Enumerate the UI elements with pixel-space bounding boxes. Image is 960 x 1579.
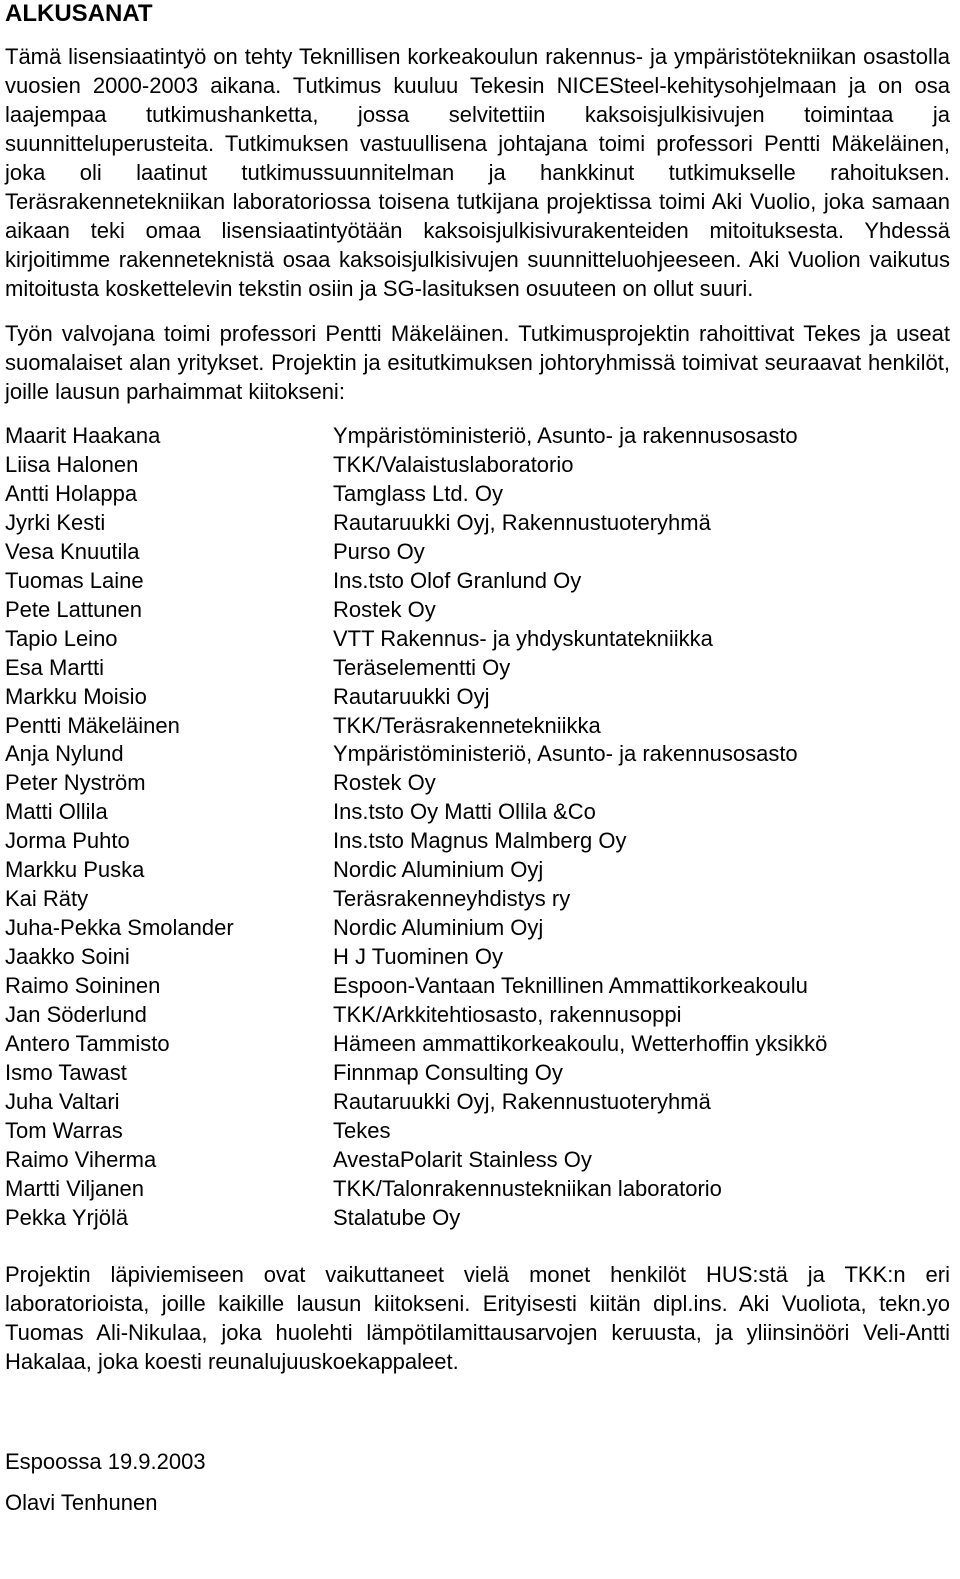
member-name: Martti Viljanen bbox=[5, 1175, 144, 1201]
list-item bbox=[5, 769, 950, 798]
list-item bbox=[5, 1088, 950, 1117]
member-name: Tuomas Laine bbox=[5, 567, 144, 593]
member-name: Jaakko Soini bbox=[5, 944, 130, 970]
member-organization: Ins.tsto Olof Granlund Oy bbox=[333, 567, 582, 593]
place-date: Espoossa 19.9.2003 bbox=[5, 1448, 206, 1474]
member-name: Pekka Yrjölä bbox=[5, 1204, 129, 1230]
list-item bbox=[5, 567, 950, 596]
member-name: Jyrki Kesti bbox=[5, 509, 106, 535]
member-name: Maarit Haakana bbox=[5, 423, 161, 448]
member-name: Antti Holappa bbox=[5, 480, 138, 506]
list-item bbox=[5, 943, 950, 972]
member-organization: Tekes bbox=[333, 1117, 391, 1143]
member-name: Tapio Leino bbox=[5, 625, 118, 651]
member-organization: Rautaruukki Oyj, Rakennustuoteryhmä bbox=[333, 1088, 711, 1114]
member-organization: AvestaPolarit Stainless Oy bbox=[333, 1146, 592, 1172]
list-item bbox=[5, 885, 950, 914]
member-organization: Ins.tsto Oy Matti Ollila &Co bbox=[333, 799, 596, 825]
list-item bbox=[5, 740, 950, 769]
list-item bbox=[5, 683, 950, 712]
member-name: Raimo Viherma bbox=[5, 1146, 157, 1172]
member-name: Pentti Mäkeläinen bbox=[5, 712, 180, 738]
member-name: Pete Lattunen bbox=[5, 596, 143, 622]
member-name: Kai Räty bbox=[5, 886, 89, 912]
member-name: Peter Nyström bbox=[5, 770, 146, 796]
list-item bbox=[5, 1117, 950, 1146]
page-title: ALKUSANAT bbox=[5, 0, 153, 27]
member-organization: Ympäristöministeriö, Asunto- ja rakennusosasto bbox=[333, 741, 798, 767]
list-item bbox=[5, 480, 950, 509]
list-item bbox=[5, 625, 950, 654]
intro-paragraph: Tämä lisensiaatintyö on tehty Teknillisen korkeakoulun rakennus- ja ympäristötekniikan osastolla vuosien 2000-2003 aikana. Tutkimus kuuluu Tekesin NICESteel-kehitysohjelmaan ja on osa laajempaa tutkimushanketta, jossa selvitettiin kaksoisjulkisivujen toimintaa ja suunnitteluperusteita. Tutkimuksen vastuullisena johtajana toimi professori Pentti Mäkeläinen, joka oli laatinut tutkimussuunnitelman ja hankkinut tutkimukselle rahoituksen. Teräsrakennetekniikan laboratoriossa toisena tutkijana projektissa toimi Aki Vuolio, joka samaan aikaan teki omaa lisensiaatintyötään kaksoisjulkisivurakenteiden mitoituksesta. Yhdessä kirjoitimme rakenneteknistä osaa kaksoisjulkisivujen suunnitteluohjeeseen. Aki Vuolion vaikutus mitoitusta koskettelevin tekstin osiin ja SG-lasituksen osuuteen on ollut suuri. bbox=[5, 44, 950, 301]
member-name: Jan Söderlund bbox=[5, 1002, 147, 1028]
member-name: Vesa Knuutila bbox=[5, 538, 140, 564]
member-organization: TKK/Valaistuslaboratorio bbox=[333, 451, 574, 477]
list-item bbox=[5, 798, 950, 827]
member-organization: Hämeen ammattikorkeakoulu, Wetterhoffin yksikkö bbox=[333, 1031, 828, 1057]
member-organization: TKK/Arkkitehtiosasto, rakennusoppi bbox=[333, 1002, 682, 1028]
list-item bbox=[5, 1146, 950, 1175]
supervision-paragraph: Työn valvojana toimi professori Pentti Mäkeläinen. Tutkimusprojektin rahoittivat Tekes ja useat suomalaiset alan yritykset. Projektin ja esitutkimuksen johtoryhmissä toimivat seuraavat henkilöt, joille lausun parhaimmat kiitokseni: bbox=[5, 321, 950, 404]
member-name: Juha Valtari bbox=[5, 1088, 120, 1114]
member-organization: Ympäristöministeriö, Asunto- ja rakennusosasto bbox=[333, 423, 798, 448]
member-name: Raimo Soininen bbox=[5, 973, 161, 999]
member-organization: Tamglass Ltd. Oy bbox=[333, 480, 503, 506]
member-organization: VTT Rakennus- ja yhdyskuntatekniikka bbox=[333, 625, 713, 651]
member-organization: Purso Oy bbox=[333, 538, 425, 564]
list-item bbox=[5, 509, 950, 538]
list-item bbox=[5, 596, 950, 625]
list-item bbox=[5, 1204, 950, 1233]
list-item bbox=[5, 914, 950, 943]
member-organization: TKK/Talonrakennustekniikan laboratorio bbox=[333, 1175, 722, 1201]
member-organization: Ins.tsto Magnus Malmberg Oy bbox=[333, 828, 627, 854]
member-organization: Rautaruukki Oyj, Rakennustuoteryhmä bbox=[333, 509, 711, 535]
list-item bbox=[5, 422, 950, 451]
member-organization: TKK/Teräsrakennetekniikka bbox=[333, 712, 601, 738]
member-name: Markku Moisio bbox=[5, 683, 147, 709]
document-page bbox=[5, 0, 950, 1517]
member-organization: Finnmap Consulting Oy bbox=[333, 1059, 563, 1085]
member-name: Markku Puska bbox=[5, 857, 145, 883]
member-name: Esa Martti bbox=[5, 654, 105, 680]
member-name: Antero Tammisto bbox=[5, 1031, 170, 1057]
member-organization: Rautaruukki Oyj bbox=[333, 683, 490, 709]
author-signature-name: Olavi Tenhunen bbox=[5, 1489, 158, 1515]
list-item bbox=[5, 1030, 950, 1059]
acknowledgement-paragraph: Projektin läpiviemiseen ovat vaikuttaneet vielä monet henkilöt HUS:stä ja TKK:n eri laboratorioista, joille kaikille lausun kiitokseni. Erityisesti kiitän dipl.ins. Aki Vuoliota, tekn.yo Tuomas Ali-Nikulaa, joka huolehti lämpötilamittausarvojen keruusta, ja yliinsinööri Veli-Antti Hakalaa, joka koesti reunalujuuskoekappaleet. bbox=[5, 1261, 950, 1374]
member-organization: Rostek Oy bbox=[333, 770, 436, 796]
member-organization: Teräsrakenneyhdistys ry bbox=[333, 886, 571, 912]
list-item bbox=[5, 712, 950, 741]
member-name: Jorma Puhto bbox=[5, 828, 130, 854]
list-item bbox=[5, 972, 950, 1001]
member-organization: Nordic Aluminium Oyj bbox=[333, 857, 544, 883]
list-item bbox=[5, 1175, 950, 1204]
member-name: Juha-Pekka Smolander bbox=[5, 915, 234, 941]
member-organization: Espoon-Vantaan Teknillinen Ammattikorkeakoulu bbox=[333, 973, 808, 999]
member-name: Matti Ollila bbox=[5, 799, 108, 825]
member-name: Anja Nylund bbox=[5, 741, 124, 767]
member-organization: H J Tuominen Oy bbox=[333, 944, 503, 970]
member-name: Ismo Tawast bbox=[5, 1059, 127, 1085]
list-item bbox=[5, 827, 950, 856]
list-item bbox=[5, 856, 950, 885]
list-item bbox=[5, 538, 950, 567]
member-organization: Rostek Oy bbox=[333, 596, 436, 622]
committee-list bbox=[5, 422, 950, 1233]
member-name: Liisa Halonen bbox=[5, 451, 139, 477]
member-organization: Teräselementti Oy bbox=[333, 654, 511, 680]
list-item bbox=[5, 1001, 950, 1030]
list-item bbox=[5, 451, 950, 480]
list-item bbox=[5, 1059, 950, 1088]
member-organization: Nordic Aluminium Oyj bbox=[333, 915, 544, 941]
member-organization: Stalatube Oy bbox=[333, 1204, 461, 1230]
member-name: Tom Warras bbox=[5, 1117, 123, 1143]
list-item bbox=[5, 654, 950, 683]
